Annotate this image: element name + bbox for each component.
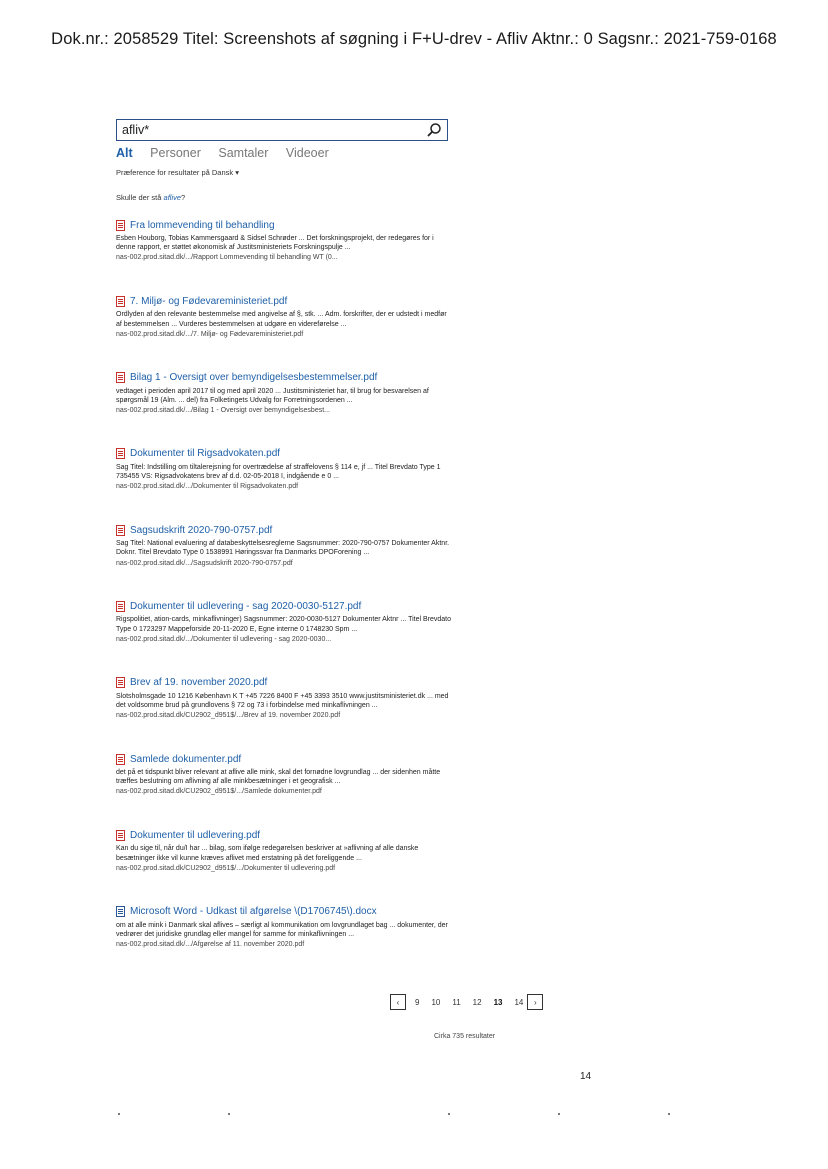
pdf-file-icon xyxy=(116,754,125,765)
pdf-file-icon xyxy=(116,448,125,459)
result-title: 7. Miljø- og Fødevareministeriet.pdf xyxy=(130,295,288,307)
result-title-link[interactable] xyxy=(116,752,461,766)
pagination xyxy=(390,991,543,1013)
result-url: nas-002.prod.sitad.dk/CU2902_d951$/.../Brev af 19. november 2020.pdf xyxy=(116,712,341,720)
result-snippet: vedtaget i perioden april 2017 til og med april 2020 ... Justitsministeriet har, til brug for besvarelsen af spørgsmål 19 (Alm. ... del) fra Folketingets Udvalg for Forretningsordenen ... xyxy=(116,387,429,404)
scan-speck xyxy=(558,1113,560,1115)
result-title: Microsoft Word - Udkast til afgørelse \(D1706745\).docx xyxy=(130,906,377,918)
page-link-13[interactable]: 13 xyxy=(493,997,503,1007)
result-title: Dokumenter til udlevering - sag 2020-0030-5127.pdf xyxy=(130,600,362,612)
result-title-link[interactable] xyxy=(116,905,461,919)
result-item xyxy=(116,599,461,675)
suggestion-suffix: ? xyxy=(181,193,186,202)
tab-personer[interactable]: Personer xyxy=(150,146,201,160)
result-item xyxy=(116,523,461,599)
result-url: nas-002.prod.sitad.dk/.../7. Miljø- og Fødevareministeriet.pdf xyxy=(116,330,304,338)
page-link-10[interactable]: 10 xyxy=(431,997,441,1007)
result-title: Samlede dokumenter.pdf xyxy=(130,753,242,765)
search-box[interactable] xyxy=(116,119,448,141)
result-url: nas-002.prod.sitad.dk/CU2902_d951$/.../Dokumenter til udlevering.pdf xyxy=(116,864,336,872)
pdf-file-icon xyxy=(116,830,125,841)
language-preference[interactable] xyxy=(116,168,239,177)
result-title-link[interactable] xyxy=(116,599,461,613)
scan-speck xyxy=(118,1113,120,1115)
result-item xyxy=(116,294,461,370)
result-item xyxy=(116,905,461,981)
result-title: Bilag 1 - Oversigt over bemyndigelsesbestemmelser.pdf xyxy=(130,372,378,384)
page-number: 14 xyxy=(580,1071,592,1082)
page-link-11[interactable]: 11 xyxy=(452,997,461,1007)
tab-alt[interactable]: Alt xyxy=(116,146,133,160)
result-count: Cirka 735 resultater xyxy=(434,1033,496,1040)
result-snippet: Ordlyden af den relevante bestemmelse med angivelse af §, stk. ... Adm. forskrifter, der er udstedt i medfør af bestemmelsen ... Vurderes bestemmelsen at udgøre en videreførelse ... xyxy=(116,311,447,328)
pdf-file-icon xyxy=(116,220,125,231)
tab-samtaler[interactable]: Samtaler xyxy=(218,146,269,160)
next-page-button[interactable] xyxy=(527,994,543,1010)
result-url: nas-002.prod.sitad.dk/.../Afgørelse af 11. november 2020.pdf xyxy=(116,941,305,949)
result-snippet: det på et tidspunkt bliver relevant at aflive alle mink, skal det fornødne lovgrundlag ... der sidenhen måtte træffes beslutning om aflivning af alle minkbesætninger i et geografisk ... xyxy=(116,769,441,786)
result-title-link[interactable] xyxy=(116,676,461,690)
result-url: nas-002.prod.sitad.dk/CU2902_d951$/.../Samlede dokumenter.pdf xyxy=(116,788,322,796)
result-snippet: Sag Titel: National evaluering af databeskyttelsesreglerne Sagsnummer: 2020-790-0757 Dokumenter Aktnr. Doknr. Titel Brevdato Type 0 1538991 Høringssvar fra Danmarks DPOForening ... xyxy=(116,540,450,557)
document-header: Dok.nr.: 2058529 Titel: Screenshots af søgning i F+U-drev - Afliv Aktnr.: 0 Sagsnr.: 2021-759-0168 xyxy=(51,30,777,48)
scan-speck xyxy=(668,1113,670,1115)
result-url: nas-002.prod.sitad.dk/.../Dokumenter til Rigsadvokaten.pdf xyxy=(116,483,299,491)
chevron-right-icon: › xyxy=(534,997,537,1007)
result-title-link[interactable] xyxy=(116,447,461,461)
result-url: nas-002.prod.sitad.dk/.../Sagsudskrift 2020-790-0757.pdf xyxy=(116,559,293,567)
result-item xyxy=(116,218,461,294)
result-item xyxy=(116,752,461,828)
result-title-link[interactable] xyxy=(116,523,461,537)
result-title: Dokumenter til Rigsadvokaten.pdf xyxy=(130,448,281,460)
result-title: Dokumenter til udlevering.pdf xyxy=(130,829,261,841)
result-url: nas-002.prod.sitad.dk/.../Dokumenter til udlevering - sag 2020-0030... xyxy=(116,635,332,643)
spelling-suggestion xyxy=(116,193,185,202)
scan-speck xyxy=(228,1113,230,1115)
pdf-file-icon xyxy=(116,601,125,612)
pdf-file-icon xyxy=(116,372,125,383)
result-snippet: om at alle mink i Danmark skal aflives – særligt al kommunikation om lovgrundlaget bag ... dokumenter, der vedrører det juridiske grundlag eller mangel for samme for minkaflivningen ... xyxy=(116,921,448,938)
pdf-file-icon xyxy=(116,296,125,307)
result-title: Fra lommevending til behandling xyxy=(130,219,275,231)
result-snippet: Rigspolitiet, ation-cards, minkaflivninger) Sagsnummer: 2020-0030-5127 Dokumenter Aktnr ... Titel Brevdato Type 0 1723297 Mappeforside 20-11-2020 E, Egne interne 0 1748230 Spm ... xyxy=(116,616,451,633)
result-item xyxy=(116,371,461,447)
pdf-file-icon xyxy=(116,525,125,536)
result-snippet: Esben Houborg, Tobias Kammersgaard & Sidsel Schrøder ... Det forskningsprojekt, der redegøres for i denne rapport, er støttet økonomisk af Justitsministeriets Forskningspulje ... xyxy=(116,235,434,252)
results-list xyxy=(116,218,461,981)
pdf-file-icon xyxy=(116,677,125,688)
result-title-link[interactable] xyxy=(116,828,461,842)
result-item xyxy=(116,828,461,904)
search-icon[interactable] xyxy=(426,122,442,138)
page-link-12[interactable]: 12 xyxy=(472,997,482,1007)
suggestion-link[interactable]: aflive xyxy=(163,193,182,202)
chevron-left-icon: ‹ xyxy=(396,997,400,1007)
search-input[interactable] xyxy=(122,122,422,138)
result-url: nas-002.prod.sitad.dk/.../Rapport Lommevending til behandling WT (0... xyxy=(116,254,338,262)
result-title-link[interactable] xyxy=(116,218,461,232)
chevron-down-icon: ▾ xyxy=(235,168,239,177)
result-title: Sagsudskrift 2020-790-0757.pdf xyxy=(130,524,273,536)
result-title: Brev af 19. november 2020.pdf xyxy=(130,677,268,689)
result-item xyxy=(116,676,461,752)
page-link-9[interactable]: 9 xyxy=(415,997,420,1007)
page-link-14[interactable]: 14 xyxy=(514,997,524,1007)
result-url: nas-002.prod.sitad.dk/.../Bilag 1 - Oversigt over bemyndigelsesbest... xyxy=(116,407,330,414)
result-snippet: Slotsholmsgade 10 1216 København K T +45 7226 8400 F +45 3393 3510 www.justitsministeriet.dk ... med det voldsomme brud på grundlovens § 72 og 73 i forbindelse med minkaflivningen ... xyxy=(116,692,449,709)
result-title-link[interactable] xyxy=(116,371,461,385)
prev-page-button[interactable] xyxy=(390,994,406,1010)
word-file-icon xyxy=(116,906,125,917)
result-snippet: Sag Titel: Indstilling om tiltalerejsning for overtrædelse af straffelovens § 114 e, jf ... Titel Brevdato Type 1 735455 VS: Rigsadvokatens brev af d.d. 02-05-2018 I, indgående e 0 ... xyxy=(116,463,441,481)
search-tabs xyxy=(116,146,343,160)
result-item xyxy=(116,447,461,523)
suggestion-prefix: Skulle der stå xyxy=(116,193,164,202)
result-title-link[interactable] xyxy=(116,294,461,308)
result-snippet: Kan du sige til, når du/I har ... bilag, som ifølge redegørelsen beskriver at »aflivning af alle danske besætninger ikke vil kunne kræves aflivet med erstatning på det foreliggende ... xyxy=(116,845,419,862)
scan-speck xyxy=(448,1113,450,1115)
language-preference-label: Præference for resultater på Dansk xyxy=(116,168,234,177)
tab-videoer[interactable]: Videoer xyxy=(285,146,329,160)
